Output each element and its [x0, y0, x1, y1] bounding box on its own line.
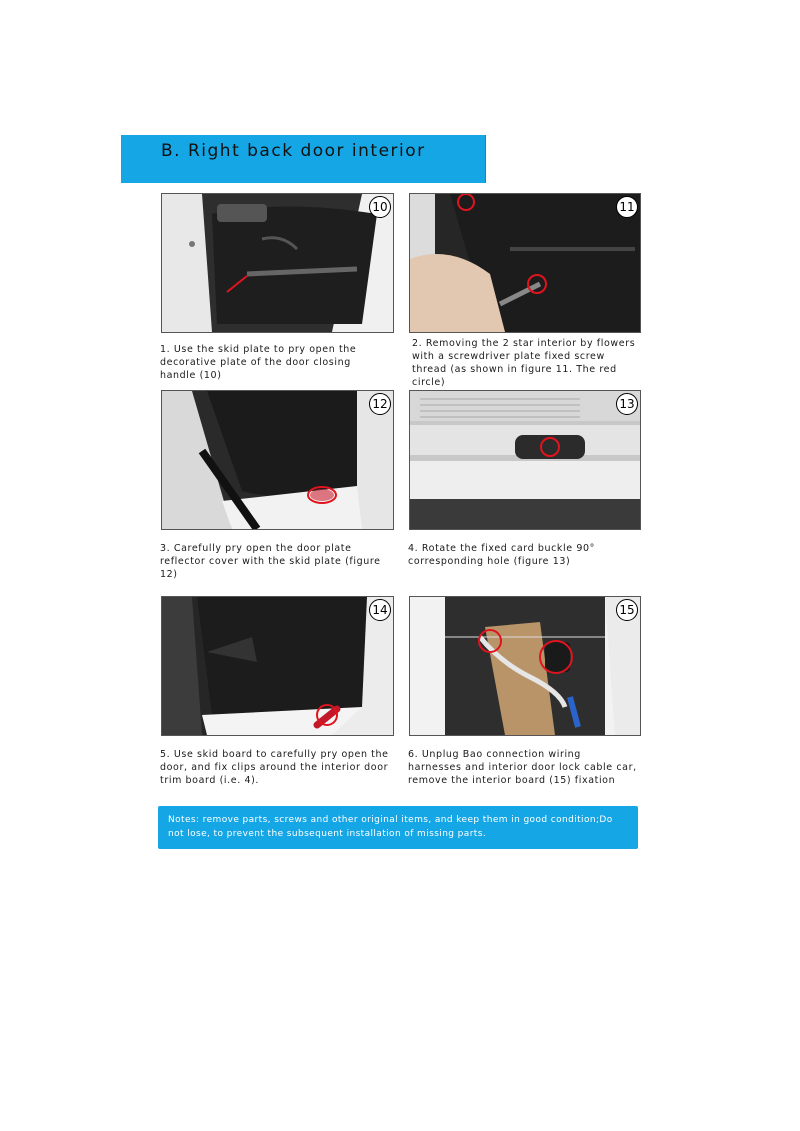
photo-step-12	[161, 390, 394, 530]
photo-12-illustration	[162, 391, 393, 529]
photo-step-14	[161, 596, 394, 736]
step-caption: 5. Use skid board to carefully pry open the door, and fix clips around the interior door trim board (i.e. 4).	[160, 749, 389, 786]
step-badge: 15	[616, 599, 638, 621]
photo-13-illustration	[410, 391, 640, 529]
step-caption: 1. Use the skid plate to pry open the decorative plate of the door closing handle (10)	[160, 344, 357, 381]
step-caption: 2. Removing the 2 star interior by flowers with a screwdriver plate fixed screw thread (as shown in figure 11. The red circle)	[412, 338, 636, 388]
photo-15-illustration	[410, 597, 640, 735]
step-badge: 14	[369, 599, 391, 621]
photo-10-illustration	[162, 194, 393, 332]
step-badge: 12	[369, 393, 391, 415]
step-caption: 3. Carefully pry open the door plate reflector cover with the skid plate (figure 12)	[160, 543, 381, 580]
photo-step-11	[409, 193, 641, 333]
notes-text: Notes: remove parts, screws and other original items, and keep them in good condition;Do not lose, to prevent the subsequent installation of missing parts.	[168, 815, 613, 839]
step-badge: 11	[616, 196, 638, 218]
section-title: B. Right back door interior	[161, 141, 426, 161]
section-header	[121, 135, 486, 183]
step-caption: 6. Unplug Bao connection wiring harnesses and interior door lock cable car, remove the interior board (15) fixation	[408, 749, 637, 786]
photo-step-10	[161, 193, 394, 333]
photo-11-illustration	[410, 194, 640, 332]
step-caption: 4. Rotate the fixed card buckle 90° corresponding hole (figure 13)	[408, 543, 595, 567]
step-badge: 13	[616, 393, 638, 415]
photo-step-13	[409, 390, 641, 530]
notes-box	[158, 806, 638, 849]
photo-step-15	[409, 596, 641, 736]
step-badge: 10	[369, 196, 391, 218]
photo-14-illustration	[162, 597, 393, 735]
